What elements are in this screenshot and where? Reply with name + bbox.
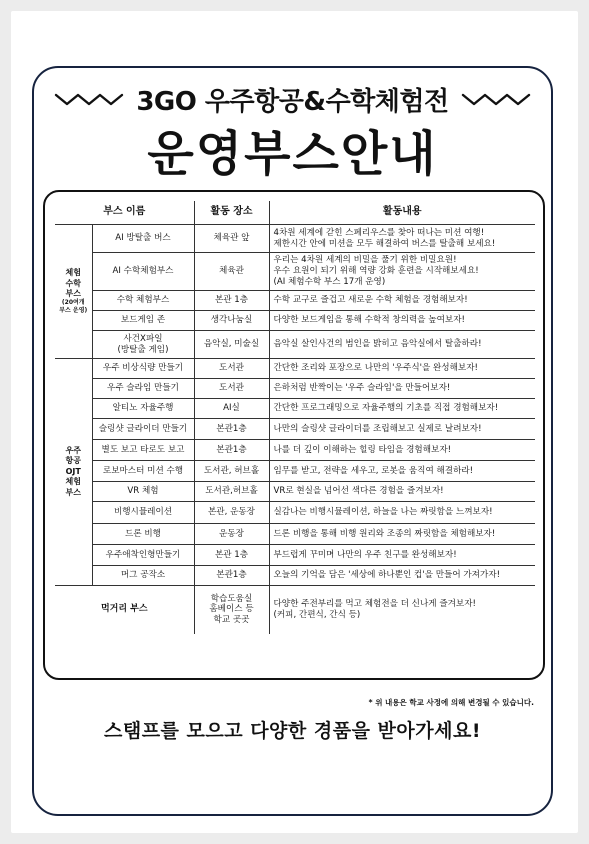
table-row xyxy=(55,291,535,311)
title-top: 3GO 우주항공&수학체험전 xyxy=(136,86,449,117)
header-booth-name: 부스 이름 xyxy=(55,201,194,225)
booth-name-cell xyxy=(92,311,194,331)
booth-name-cell xyxy=(92,482,194,502)
place-cell xyxy=(194,524,269,545)
cell-line: 우주 비상식량 만들기 xyxy=(102,363,184,374)
cell-line: 간단한 프로그래밍으로 자율주행의 기초를 직접 경험해보자! xyxy=(273,403,499,414)
booth-name-cell xyxy=(92,225,194,253)
cell-line: 알티노 자율주행 xyxy=(112,403,174,414)
cell-line: 비행시뮬레이션 xyxy=(113,507,173,518)
cell-line: 도서관,허브홀 xyxy=(205,486,258,497)
cell-line: 제한시간 안에 미션을 모두 해결하여 버스를 탈출해 보세요! xyxy=(273,238,496,249)
activity-cell xyxy=(269,311,535,331)
cell-line: 체육관 xyxy=(219,266,244,277)
place-cell xyxy=(194,461,269,482)
table-row xyxy=(55,461,535,482)
activity-cell xyxy=(269,379,535,399)
cell-line: 실감나는 비행시뮬레이션, 하늘을 나는 짜릿함을 느껴보자! xyxy=(273,507,493,518)
cell-line: 음악실, 미술실 xyxy=(203,339,260,350)
cell-line: 본관 1층 xyxy=(214,295,249,306)
cell-line: AI 방탈출 버스 xyxy=(115,233,171,244)
table-row xyxy=(55,482,535,502)
activity-cell xyxy=(269,524,535,545)
activity-cell xyxy=(269,566,535,586)
cell-line: 우주애착인형만들기 xyxy=(105,549,181,560)
booth-table-body xyxy=(55,225,535,634)
table-row xyxy=(55,331,535,359)
place-cell xyxy=(194,311,269,331)
zigzag-left-icon xyxy=(54,91,124,107)
food-booth-name: 먹거리 부스 xyxy=(55,586,194,634)
place-cell xyxy=(194,502,269,524)
cell-line: 부스 xyxy=(65,288,81,298)
place-cell xyxy=(194,482,269,502)
cell-line: 도서관, 허브홀 xyxy=(203,465,260,476)
place-cell xyxy=(194,253,269,291)
cell-line: 나만의 슬링샷 글라이더를 조립해보고 실제로 날려보자! xyxy=(273,423,482,434)
cell-line: 수학 xyxy=(65,278,81,288)
booth-name-cell xyxy=(92,331,194,359)
place-cell xyxy=(194,291,269,311)
booth-name-cell xyxy=(92,502,194,524)
table-row xyxy=(55,502,535,524)
place-cell xyxy=(194,331,269,359)
table-row xyxy=(55,311,535,331)
place-cell xyxy=(194,566,269,586)
cell-line: 본관 1층 xyxy=(214,549,249,560)
cell-line: 드론 비행 xyxy=(125,528,161,539)
cell-line: 체육관 앞 xyxy=(213,233,250,244)
table-header-row xyxy=(55,201,535,225)
booth-name-cell xyxy=(92,440,194,461)
header-place: 활동 장소 xyxy=(194,201,269,225)
cell-line: 홈베이스 등 xyxy=(209,604,254,615)
table-row xyxy=(55,379,535,399)
cell-line: 4차원 세계에 갇힌 스페리우스를 찾아 떠나는 미션 여행! xyxy=(273,227,485,238)
cell-line: 학교 곳곳 xyxy=(213,615,250,626)
cell-line: 도서관 xyxy=(219,383,244,394)
food-booth-row xyxy=(55,586,535,634)
cell-line: 항공 xyxy=(65,456,81,466)
cell-line: 본관, 운동장 xyxy=(208,507,255,518)
table-row xyxy=(55,419,535,440)
stamp-footer: 스탬프를 모으고 다양한 경품을 받아가세요! xyxy=(104,720,481,742)
place-cell xyxy=(194,545,269,566)
cell-line: 우리는 4차원 세계의 비밀을 풀기 위한 비밀요원! xyxy=(273,255,457,266)
cell-line: 임무를 받고, 전략을 세우고, 로봇을 움직여 해결하라! xyxy=(273,465,474,476)
cell-line: 다양한 주전부리를 먹고 체험전을 더 신나게 즐겨보자! xyxy=(273,599,476,610)
booth-name-cell xyxy=(92,524,194,545)
booth-name-cell xyxy=(92,566,194,586)
place-cell xyxy=(194,359,269,379)
table-row xyxy=(55,399,535,419)
group-sub-label xyxy=(57,299,90,315)
cell-line: (커피, 간편식, 간식 등) xyxy=(273,609,361,620)
cell-line: 우수 요원이 되기 위해 역량 강화 훈련을 시작해보세요! xyxy=(273,266,479,277)
place-cell xyxy=(194,419,269,440)
table-row xyxy=(55,440,535,461)
cell-line: 부스 xyxy=(65,487,81,497)
cell-line: 부스 운영) xyxy=(59,307,88,315)
cell-line: 체험 xyxy=(65,477,81,487)
cell-line: OJT xyxy=(65,466,81,476)
activity-cell xyxy=(269,440,535,461)
cell-line: 다양한 보드게임을 통해 수학적 창의력을 높여보자! xyxy=(273,315,465,326)
cell-line: 본관1층 xyxy=(216,423,247,434)
cell-line: 생각나눔실 xyxy=(210,315,253,326)
cell-line: 본관1층 xyxy=(216,570,247,581)
cell-line: 수학 체험부스 xyxy=(116,295,170,306)
cell-line: 운동장 xyxy=(219,528,244,539)
cell-line: 오늘의 기억을 담은 '세상에 하나뿐인 컵'을 만들어 가져가자! xyxy=(273,570,501,581)
cell-line: 우주 슬라임 만들기 xyxy=(107,383,179,394)
cell-line: 본관1층 xyxy=(216,444,247,455)
table-row xyxy=(55,359,535,379)
zigzag-right-icon xyxy=(461,91,531,107)
booth-table xyxy=(55,201,535,634)
place-cell xyxy=(194,399,269,419)
cell-line: 슬링샷 글라이더 만들기 xyxy=(98,423,188,434)
cell-line: (20여개 xyxy=(61,299,85,307)
booth-name-cell xyxy=(92,419,194,440)
cell-line: 수학 교구로 즐겁고 새로운 수학 체험을 경험해보자! xyxy=(273,295,468,306)
cell-line: (AI 체험수학 부스 17개 운영) xyxy=(273,276,386,287)
food-booth-activity xyxy=(269,586,535,634)
cell-line: 간단한 조리와 포장으로 나만의 '우주식'을 완성해보자! xyxy=(273,363,478,374)
table-row xyxy=(55,225,535,253)
place-cell xyxy=(194,225,269,253)
cell-line: 머그 공작소 xyxy=(120,570,166,581)
place-cell xyxy=(194,379,269,399)
cell-line: 은하처럼 반짝이는 '우주 슬라임'을 만들어보자! xyxy=(273,383,451,394)
table-row xyxy=(55,545,535,566)
group-label xyxy=(55,359,92,586)
cell-line: 도서관 xyxy=(219,363,244,374)
activity-cell xyxy=(269,253,535,291)
activity-cell xyxy=(269,359,535,379)
group-label xyxy=(55,225,92,359)
cell-line: 학습도움실 xyxy=(210,593,253,604)
header-activity: 활동내용 xyxy=(269,201,535,225)
food-booth-place xyxy=(194,586,269,634)
booth-name-cell xyxy=(92,399,194,419)
cell-line: VR로 현실을 넘어선 색다른 경험을 즐겨보자! xyxy=(273,486,444,497)
booth-name-cell xyxy=(92,291,194,311)
cell-line: AI 수학체험부스 xyxy=(112,266,174,277)
cell-line: 나를 더 깊이 이해하는 힐링 타임을 경험해보자! xyxy=(273,444,452,455)
cell-line: 부드럽게 꾸미며 나만의 우주 친구를 완성해보자! xyxy=(273,549,457,560)
booth-name-cell xyxy=(92,253,194,291)
page-title: 운영부스안내 xyxy=(147,126,438,182)
cell-line: 로보마스터 미션 수행 xyxy=(102,465,184,476)
activity-cell xyxy=(269,482,535,502)
activity-cell xyxy=(269,399,535,419)
table-row xyxy=(55,566,535,586)
cell-line: 음악실 살인사건의 범인을 밝히고 음악실에서 탈출하라! xyxy=(273,339,482,350)
cell-line: VR 체험 xyxy=(127,486,159,497)
activity-cell xyxy=(269,545,535,566)
change-notice: * 위 내용은 학교 사정에 의해 변경될 수 있습니다. xyxy=(368,698,534,707)
cell-line: 우주 xyxy=(65,446,81,456)
title-top-row xyxy=(32,78,553,120)
cell-line: 보드게임 존 xyxy=(120,315,166,326)
cell-line: 체험 xyxy=(65,268,81,278)
cell-line: (방탈출 게임) xyxy=(117,344,169,355)
booth-name-cell xyxy=(92,461,194,482)
cell-line: 별도 보고 타로도 보고 xyxy=(101,444,185,455)
activity-cell xyxy=(269,502,535,524)
activity-cell xyxy=(269,461,535,482)
cell-line: 드론 비행을 통해 비행 원리와 조종의 짜릿함을 체험해보자! xyxy=(273,528,496,539)
cell-line: AI실 xyxy=(223,403,240,414)
booth-name-cell xyxy=(92,545,194,566)
activity-cell xyxy=(269,291,535,311)
activity-cell xyxy=(269,331,535,359)
activity-cell xyxy=(269,419,535,440)
cell-line: 사건X파일 xyxy=(123,333,163,344)
booth-name-cell xyxy=(92,359,194,379)
booth-name-cell xyxy=(92,379,194,399)
table-row xyxy=(55,524,535,545)
table-row xyxy=(55,253,535,291)
place-cell xyxy=(194,440,269,461)
activity-cell xyxy=(269,225,535,253)
